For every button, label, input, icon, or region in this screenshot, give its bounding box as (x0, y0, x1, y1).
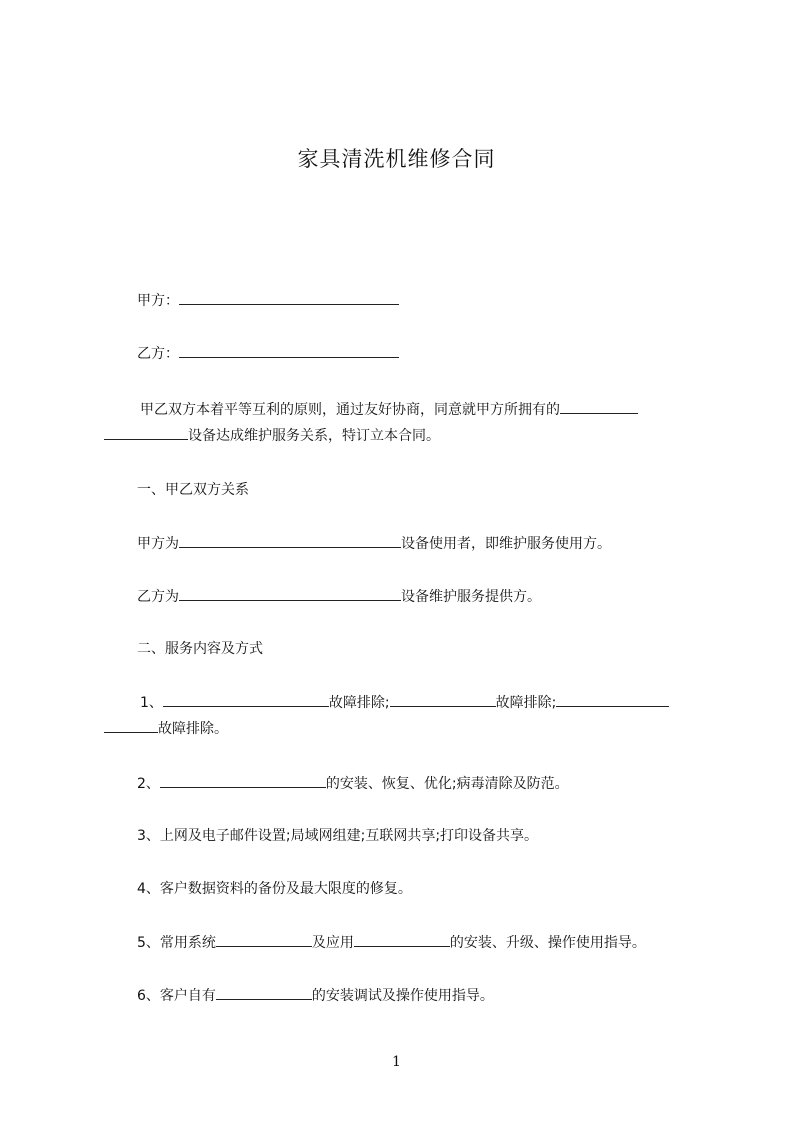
item6-prefix: 6、客户自有 (137, 988, 216, 1004)
s1-a-blank (179, 533, 401, 548)
s1-a-suffix: 设备使用者，即维护服务使用方。 (401, 536, 611, 552)
item2-blank (160, 773, 326, 788)
item1-end: 故障排除。 (158, 721, 228, 737)
item5-blank-2 (354, 932, 450, 947)
party-a-line (137, 290, 399, 311)
item1-blank-1 (163, 692, 329, 707)
item4-line: 4、客户数据资料的备份及最大限度的修复。 (137, 881, 412, 897)
s1-b-blank (179, 586, 401, 601)
item1-mid1: 故障排除; (328, 695, 390, 711)
party-b-line (137, 343, 399, 364)
item1-blank-3 (556, 692, 669, 707)
party-b-label: 乙方： (137, 346, 179, 362)
item5-prefix: 5、常用系统 (137, 935, 216, 951)
party-b-blank (179, 343, 399, 358)
item2-line (137, 773, 569, 794)
s1-b-suffix: 设备维护服务提供方。 (401, 589, 541, 605)
item6-suffix: 的安装调试及操作使用指导。 (311, 988, 494, 1004)
item5-mid: 及应用 (311, 935, 354, 951)
intro-blank-2 (104, 425, 188, 440)
item1-prefix: 1、 (140, 695, 163, 711)
s1-b-prefix: 乙方为 (137, 589, 179, 605)
page-number: 1 (392, 1054, 401, 1070)
item1-blank-4 (104, 718, 158, 733)
s1-party-b-line (137, 586, 541, 607)
item5-suffix: 的安装、升级、操作使用指导。 (449, 935, 646, 951)
item1-blank-2 (390, 692, 496, 707)
item6-blank (216, 985, 312, 1000)
item5-line (137, 932, 646, 953)
section2-heading: 二、服务内容及方式 (137, 641, 263, 657)
section1-heading: 一、甲乙双方关系 (137, 482, 249, 498)
item3-line: 3、上网及电子邮件设置;局域网组建;互联网共享;打印设备共享。 (137, 828, 539, 844)
item1-line-2 (104, 718, 228, 739)
item1-line-1 (140, 692, 669, 713)
document-title: 家具清洗机维修合同 (297, 147, 496, 171)
item2-prefix: 2、 (137, 776, 160, 792)
item6-line (137, 985, 494, 1006)
s1-party-a-line (137, 533, 611, 554)
intro-blank-1 (560, 399, 638, 414)
intro-line-1 (140, 399, 638, 420)
party-a-blank (179, 290, 399, 305)
intro-text-1: 甲乙双方本着平等互利的原则，通过友好协商，同意就甲方所拥有的 (140, 402, 560, 418)
s1-a-prefix: 甲方为 (137, 536, 179, 552)
intro-line-2 (104, 425, 440, 446)
item5-blank-1 (216, 932, 312, 947)
item1-mid2: 故障排除; (495, 695, 557, 711)
party-a-label: 甲方： (137, 293, 179, 309)
intro-text-2: 设备达成维护服务关系，特订立本合同。 (188, 428, 440, 444)
item2-suffix: 的安装、恢复、优化;病毒清除及防范。 (325, 776, 569, 792)
